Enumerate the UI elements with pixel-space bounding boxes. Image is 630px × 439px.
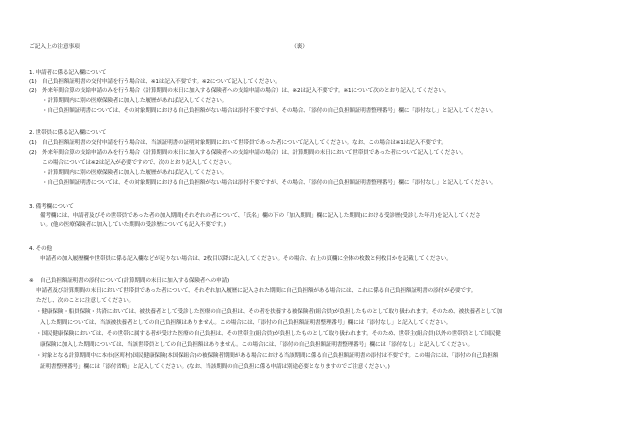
section-3-heading: 3. 備考欄について: [29, 204, 74, 210]
note-bullet-3-line-2: 証明書整理番号」欄には「添付省略」と記入してください。(なお、当該期間の自己負担に係る申請は別途必要となりますのでご注意ください。): [40, 364, 390, 370]
section-2-item-1-number: (1): [29, 140, 37, 146]
note-bullet-1-line-1: ・健康保険・船員保険・共済においては、被扶養者として受診した医療の自己負担は、その者を扶養する被保険者(組合員)が負担したものとして取り扱われます。そのため、被扶養者として加: [36, 309, 503, 315]
section-1-item-2-number: (2): [29, 88, 37, 94]
page-title: ご記入上の注意事項: [29, 44, 80, 50]
page-side-label: （裏）: [291, 44, 308, 50]
section-2-item-1: 自己負担額証明書の交付申請を行う場合は、当該証明書の証明対象期間において世帯員であった者について記入してください。なお、この場合は※1は記入不要です。: [42, 140, 447, 146]
note-bullet-3-line-1: ・対象となる計算期間中に本市(区町村)国民健康保険(本国保組合)の被保険者期間がある場合における当該期間に係る自己負担額証明書の添付は不要です。この場合には、「添付の自己負担額: [36, 353, 499, 359]
note-text-line-1: 申請者及び計算期間の末日において世帯員であった者について、それぞれ加入履歴に記入された期間に自己負担額がある場合には、これに係る自己負担額証明書の添付が必要です。: [36, 288, 477, 294]
note-heading: 自己負担額証明書の添付について(計算期間の末日に加入する保険者への申請): [40, 278, 230, 284]
section-3-text-line-2: い。(他の医療保険者に加入していた期間の受診歴についても記入不要です。): [40, 222, 226, 228]
note-bullet-2-line-2: 康保険に加入した期間については、当該世帯員としての自己負担額はありません。この場合には、「添付の自己負担額証明書整理番号」欄には「添付なし」と記入してください。: [40, 342, 473, 348]
note-mark: ※: [29, 278, 34, 284]
section-4-text: 申請者の加入履歴欄や世帯員に係る記入欄などが足りない場合は、2枚目以降に記入してください。その場合、右上の頁欄に全体の枚数と何枚目かを記載してください。: [40, 256, 452, 262]
note-bullet-1-line-2: 入した期間については、当該被扶養者としての自己負担額はありません。この場合には、「添付の自己負担額証明書整理番号」欄には「添付なし」と記入してください。: [40, 320, 452, 326]
section-2-heading: 2. 世帯員に係る記入欄について: [29, 130, 107, 136]
note-text-line-2: ただし、次のことに注意してください。: [36, 298, 134, 304]
section-2-item-2-continued: この場合については※2は記入が必要ですので、次のとおり記入してください。: [42, 160, 235, 166]
section-4-heading: 4. その他: [29, 246, 52, 252]
section-1-bullet-1: ・計算期間内に別の医療保険者に加入した履歴があれば記入してください。: [42, 98, 228, 104]
section-2-bullet-1: ・計算期間内に別の医療保険者に加入した履歴があれば記入してください。: [42, 170, 228, 176]
section-2-bullet-2: ・自己負担額証明書については、その対象期間における自己負担額がない場合は添付不要ですが、その場合、「添付の自己負担額証明書整理番号」欄に「添付なし」と記入してください。: [42, 180, 497, 186]
section-2-item-2-number: (2): [29, 150, 37, 156]
section-1-item-1-number: (1): [29, 79, 37, 85]
section-1-bullet-2: ・自己負担額証明書については、その対象期間における自己負担額がない場合は添付不要ですが、その場合、「添付の自己負担額証明書整理番号」欄に「添付なし」と記入してください。: [42, 108, 497, 114]
section-2-item-2: 外来年間合算の支給申請のみを行う場合（計算期間の末日に加入する保険者への支給申請の場合）は、計算期間の末日において世帯員であった者について記入してください。: [42, 150, 467, 156]
section-1-item-1: 自己負担額証明書の交付申請を行う場合は、※1は記入不要です。※2について記入してください。: [42, 79, 281, 85]
section-1-heading: 1. 申請者に係る記入欄について: [29, 70, 107, 76]
note-bullet-2-line-1: ・国民健康保険においては、その世帯に属する者が受けた医療の自己負担は、その世帯主(組合員)が負担したものとして取り扱われます。そのため、世帯主(組合員)以外の世帯員として国民健: [36, 331, 501, 337]
section-3-text-line-1: 備考欄には、申請者及びその世帯員であった者の加入期間(それぞれの者について、「氏名」欄の下の「加入期間」欄に記入した期間)における受診歴(受診した年月)を記入してくださ: [40, 213, 481, 219]
section-1-item-2: 外来年間合算の支給申請のみを行う場合（計算期間の末日に加入する保険者への支給申請の場合）は、※2は記入不要です。※1について次のとおり記入してください。: [42, 88, 450, 94]
